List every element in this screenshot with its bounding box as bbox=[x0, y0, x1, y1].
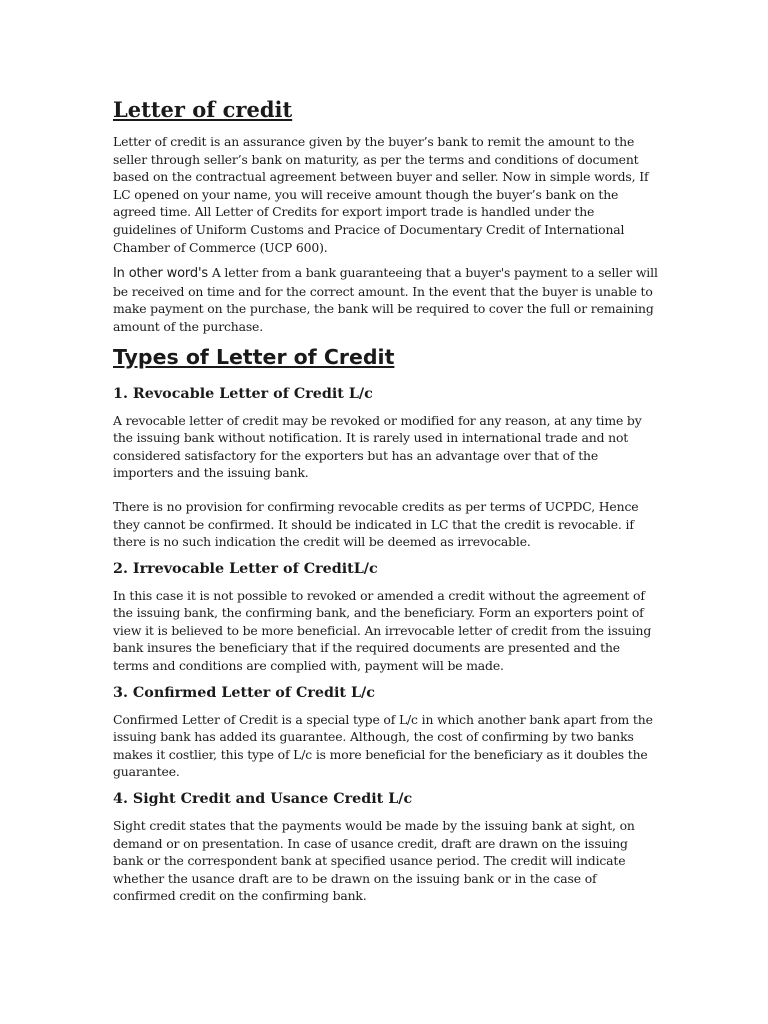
intro-paragraph: Letter of credit is an assurance given by the buyer’s bank to remit the amount to the seller through seller’s bank on maturity, as per the terms and conditions of document based on the contractual agreement between buyer and seller. Now in simple words, If LC opened on your name, you will receive amount though the buyer’s bank on the agreed time. All Letter of Credits for export import trade is handled under the guidelines of Uniform Customs and Pracice of Documentary Credit of International Chamber of Commerce (UCP 600). bbox=[113, 134, 649, 255]
document-body bbox=[113, 96, 658, 913]
section-paragraph: Sight credit states that the payments would be made by the issuing bank at sight, on demand or on presentation. In case of usance credit, draft are drawn on the issuing bank or the correspondent bank at specified usance period. The credit will indicate whether the usance draft are to be drawn on the issuing bank or in the case of confirmed credit on the confirming bank. bbox=[113, 818, 635, 904]
section-paragraph: Confirmed Letter of Credit is a special type of L/c in which another bank apart from the issuing bank has added its guarantee. Although, the cost of confirming by two banks makes it costlier, this type of L/c is more beneficial for the beneficiary as it doubles the guarantee. bbox=[113, 711, 653, 780]
types-heading: Types of Letter of Credit bbox=[113, 344, 395, 369]
section-heading-revocable: 1. Revocable Letter of Credit L/c bbox=[113, 385, 373, 402]
other-words-paragraph bbox=[113, 264, 658, 335]
section-paragraph: A revocable letter of credit may be revoked or modified for any reason, at any time by the issuing bank without notification. It is rarely used in international trade and not considered satisfactory for the exporters but has an advantage over that of the importers and the issuing bank. bbox=[113, 412, 642, 481]
section-paragraph: In this case it is not possible to revoked or amended a credit without the agreement of the issuing bank, the confirming bank, and the beneficiary. Form an exporters point of view it is believed to be more beneficial. An irrevocable letter of credit from the issuing bank insures the beneficiary that if the required documents are presented and the terms and conditions are complied with, payment will be made. bbox=[113, 587, 652, 674]
section-heading-sight-usance: 4. Sight Credit and Usance Credit L/c bbox=[113, 791, 413, 808]
section-heading-irrevocable: 2. Irrevocable Letter of CreditL/c bbox=[113, 560, 378, 577]
section-paragraph: There is no provision for confirming revocable credits as per terms of UCPDC, Hence they cannot be confirmed. It should be indicated in LC that the credit is revocable. if there is no such indication the credit will be deemed as irrevocable. bbox=[113, 498, 639, 550]
other-words-text: A letter from a bank guaranteeing that a buyer's payment to a seller will be received on time and for the correct amount. In the event that the buyer is unable to make payment on the purchase, the bank will be required to cover the full or remaining amount of the purchase. bbox=[113, 265, 658, 334]
other-words-lead: In other word's bbox=[113, 266, 209, 282]
section-heading-confirmed: 3. Confirmed Letter of Credit L/c bbox=[113, 684, 375, 701]
page-title: Letter of credit bbox=[113, 97, 293, 122]
